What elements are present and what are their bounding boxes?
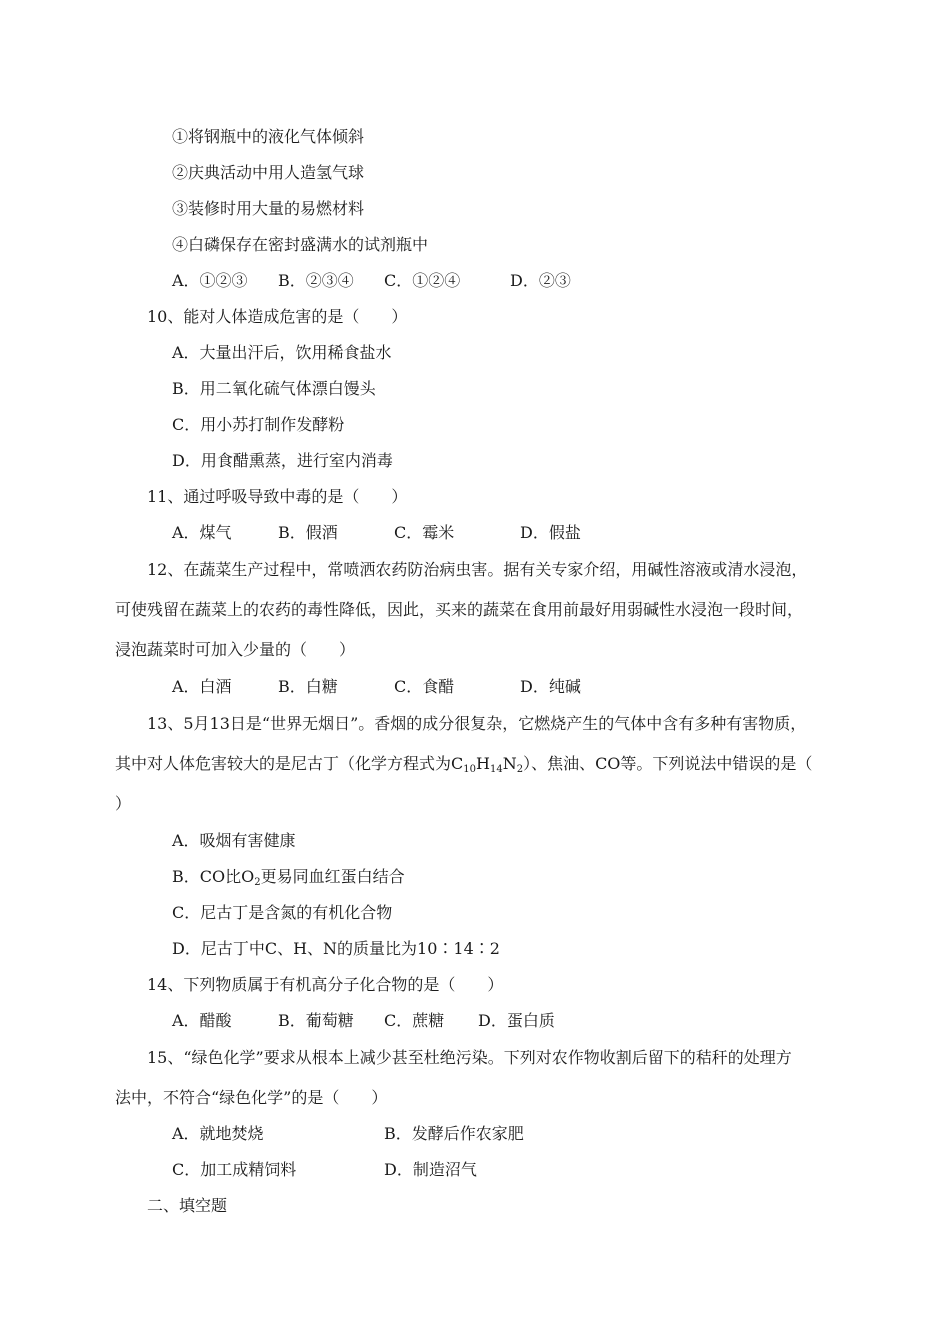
q9-option-a: A．①②③ (172, 271, 248, 290)
q12-option-a: A．白酒 (172, 677, 232, 696)
q9-item-2: ②庆典活动中用人造氢气球 (172, 163, 365, 182)
q15-option-b: B．发酵后作农家肥 (384, 1124, 524, 1143)
q9-item-1: ①将钢瓶中的液化气体倾斜 (172, 127, 365, 146)
q13-line-1: 13、5月13日是“世界无烟日”。香烟的成分很复杂，它燃烧产生的气体中含有多种有害物质， (147, 714, 807, 733)
q9-item-4: ④白磷保存在密封盛满水的试剂瓶中 (172, 235, 429, 254)
q11-stem: 11、通过呼吸导致中毒的是（ ） (147, 487, 408, 506)
q11-option-b: B．假酒 (278, 523, 338, 542)
q13-line-2-text: 其中对人体危害较大的是尼古丁（化学方程式为 (115, 754, 452, 773)
q15-option-c: C．加工成精饲料 (172, 1160, 297, 1179)
q12-line-1: 12、在蔬菜生产过程中，常喷洒农药防治病虫害。据有关专家介绍，用碱性溶液或清水浸泡， (147, 560, 808, 579)
q12-option-b: B．白糖 (278, 677, 338, 696)
q12-line-2: 可使残留在蔬菜上的农药的毒性降低，因此，买来的蔬菜在食用前最好用弱碱性水浸泡一段时间， (115, 600, 804, 619)
formula-n-sub: 2 (516, 764, 524, 775)
q9-option-c: C．①②④ (384, 271, 461, 290)
formula-h: H (476, 754, 490, 773)
q13-line-3: ） (115, 794, 132, 813)
formula-c-sub: 10 (463, 764, 476, 775)
q13-option-b-text: B．CO比O (172, 867, 255, 886)
q12-option-d: D．纯碱 (520, 677, 581, 696)
nicotine-formula (451, 754, 523, 773)
q13-option-b (172, 867, 405, 887)
q10-option-b: B．用二氧化硫气体漂白馒头 (172, 379, 376, 398)
q15-option-d: D．制造沼气 (384, 1160, 477, 1179)
q9-option-d: D．②③ (510, 271, 571, 290)
section-heading-fill-in: 二、填空题 (147, 1196, 228, 1215)
q13-option-c: C．尼古丁是含氮的有机化合物 (172, 903, 393, 922)
q10-option-d: D．用食醋熏蒸，进行室内消毒 (172, 451, 393, 470)
q14-stem: 14、下列物质属于有机高分子化合物的是（ ） (147, 975, 504, 994)
q11-option-d: D．假盐 (520, 523, 581, 542)
formula-n: N (502, 754, 517, 773)
q14-option-a: A．醋酸 (172, 1011, 232, 1030)
q13-line-2-tail: ）、焦油、CO等。下列说法中错误的是（ (523, 754, 813, 773)
q10-stem: 10、能对人体造成危害的是（ ） (147, 307, 408, 326)
q15-line-1: 15、“绿色化学”要求从根本上减少甚至杜绝污染。下列对农作物收割后留下的秸秆的处理方 (147, 1048, 792, 1067)
q10-option-c: C．用小苏打制作发酵粉 (172, 415, 345, 434)
q11-option-a: A．煤气 (172, 523, 232, 542)
q9-item-3: ③装修时用大量的易燃材料 (172, 199, 365, 218)
q13-option-d: D．尼古丁中C、H、N的质量比为10∶14∶2 (172, 939, 500, 958)
q11-option-c: C．霉米 (394, 523, 455, 542)
formula-c: C (451, 754, 464, 773)
q12-option-c: C．食醋 (394, 677, 455, 696)
formula-h-sub: 14 (489, 764, 503, 775)
q14-option-b: B．葡萄糖 (278, 1011, 354, 1030)
o2-subscript: 2 (254, 877, 261, 888)
q13-option-b-tail: 更易同血红蛋白结合 (260, 867, 405, 886)
q14-option-d: D．蛋白质 (478, 1011, 555, 1030)
q10-option-a: A．大量出汗后，饮用稀食盐水 (172, 343, 392, 362)
q12-line-3: 浸泡蔬菜时可加入少量的（ ） (115, 640, 356, 659)
q13-option-a: A．吸烟有害健康 (172, 831, 296, 850)
q13-line-2 (115, 754, 812, 774)
q9-option-b: B．②③④ (278, 271, 354, 290)
q15-option-a: A．就地焚烧 (172, 1124, 264, 1143)
q14-option-c: C．蔗糖 (384, 1011, 445, 1030)
q15-line-2: 法中，不符合“绿色化学”的是（ ） (115, 1088, 388, 1107)
